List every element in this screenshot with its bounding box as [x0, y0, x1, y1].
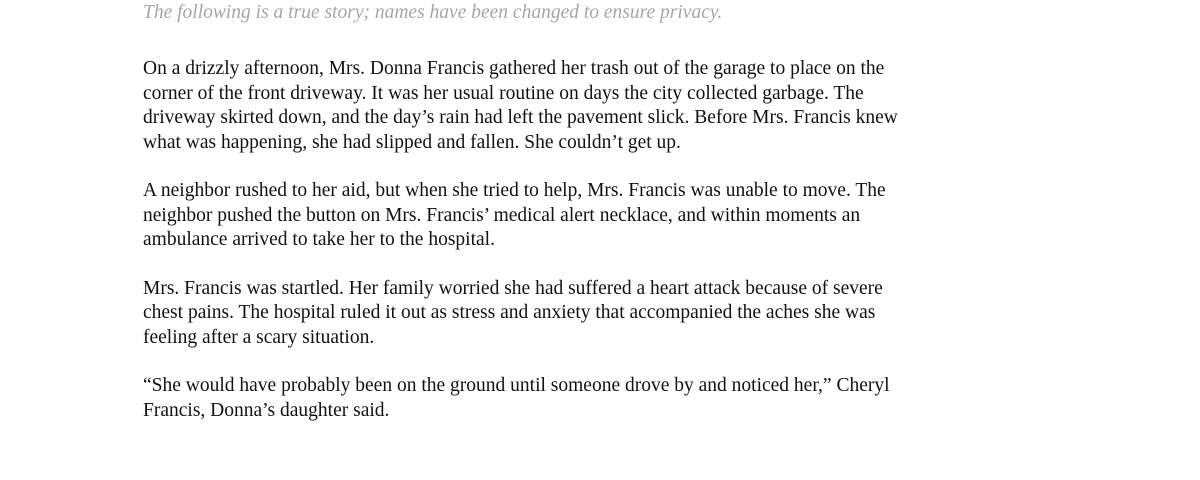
- paragraph-hospital: [143, 277, 1073, 351]
- text-line: On a drizzly afternoon, Mrs. Donna Francis gathered her trash out of the garage to place on the: [143, 58, 885, 79]
- document-body: [143, 0, 1073, 423]
- paragraph-neighbor-aid: [143, 179, 1073, 253]
- text-line: neighbor pushed the button on Mrs. Francis’ medical alert necklace, and within moments an: [143, 204, 861, 226]
- paragraph-fall-incident: [143, 57, 1073, 155]
- text-line: corner of the front driveway. It was her usual routine on days the city collected garbage. The: [143, 82, 864, 104]
- text-line: Francis, Donna’s daughter said.: [143, 399, 390, 421]
- paragraph-daughter-quote: [143, 374, 1073, 423]
- text-line: ambulance arrived to take her to the hospital.: [143, 229, 495, 250]
- text-line: Mrs. Francis was startled. Her family worried she had suffered a heart attack because of severe: [143, 277, 883, 299]
- text-line: “She would have probably been on the ground until someone drove by and noticed her,” Cheryl: [143, 375, 890, 396]
- intro-note: The following is a true story; names have been changed to ensure privacy.: [143, 2, 723, 23]
- text-line: feeling after a scary situation.: [143, 326, 375, 348]
- text-line: driveway skirted down, and the day’s rain had left the pavement slick. Before Mrs. Francis knew: [143, 107, 898, 128]
- text-line: what was happening, she had slipped and fallen. She couldn’t get up.: [143, 131, 681, 153]
- text-line: A neighbor rushed to her aid, but when she tried to help, Mrs. Francis was unable to move. The: [143, 180, 886, 201]
- text-line: chest pains. The hospital ruled it out as stress and anxiety that accompanied the aches she was: [143, 302, 876, 323]
